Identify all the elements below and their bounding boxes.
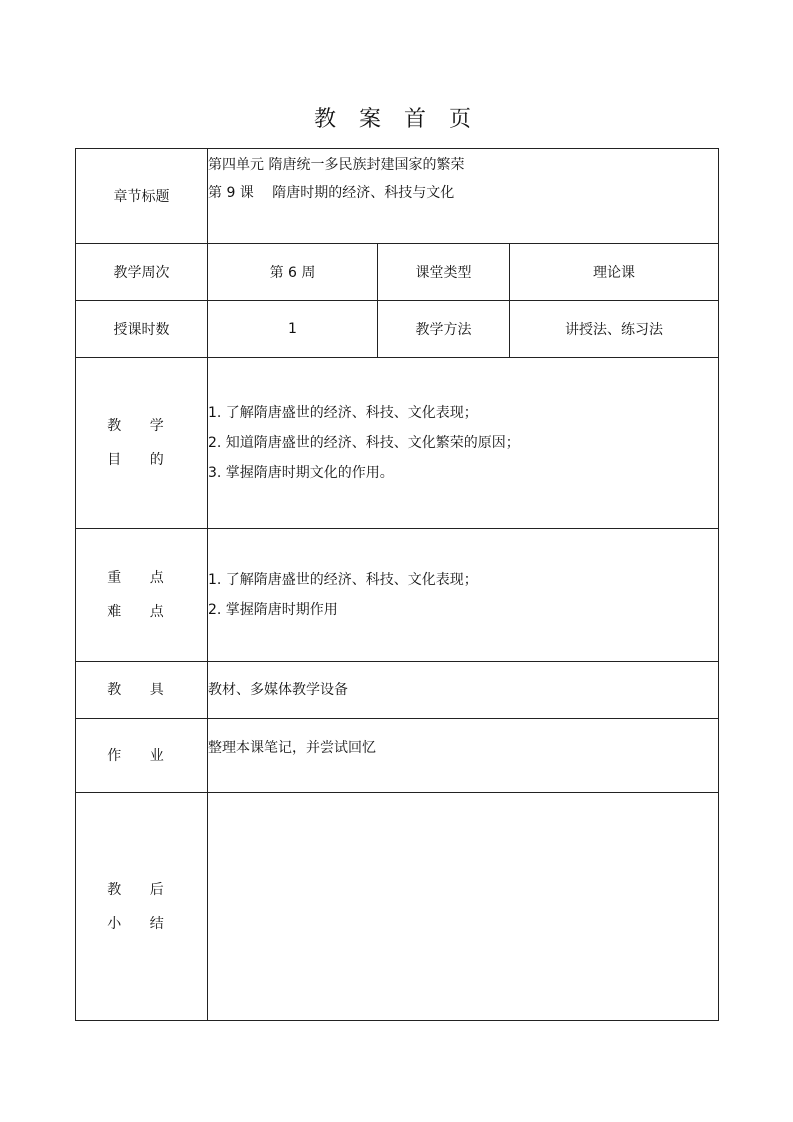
lesson-plan-table bbox=[75, 148, 719, 1021]
method-value: 讲授法、练习法 bbox=[510, 301, 719, 358]
class-type-value: 理论课 bbox=[510, 244, 719, 301]
key-points-list bbox=[208, 529, 719, 662]
list-item: 3. 掌握隋唐时期文化的作用。 bbox=[208, 465, 394, 481]
tools-value: 教材、多媒体教学设备 bbox=[208, 662, 719, 719]
objectives-list bbox=[208, 358, 719, 529]
hours-row bbox=[76, 301, 719, 358]
homework-label: 作 业 bbox=[76, 719, 208, 793]
hours-label: 授课时数 bbox=[76, 301, 208, 358]
homework-row bbox=[76, 719, 719, 793]
key-points-row bbox=[76, 529, 719, 662]
objectives-label: 教 学 目 的 bbox=[76, 358, 208, 529]
summary-label: 教 后 小 结 bbox=[76, 793, 208, 1021]
chapter-label: 章节标题 bbox=[76, 149, 208, 244]
list-item: 1. 了解隋唐盛世的经济、科技、文化表现； bbox=[208, 405, 478, 421]
tools-label: 教 具 bbox=[76, 662, 208, 719]
tools-row bbox=[76, 662, 719, 719]
hours-value: 1 bbox=[208, 301, 378, 358]
unit-title: 第四单元 隋唐统一多民族封建国家的繁荣 bbox=[208, 157, 465, 173]
summary-row bbox=[76, 793, 719, 1021]
method-label: 教学方法 bbox=[378, 301, 510, 358]
list-item: 2. 掌握隋唐时期作用 bbox=[208, 602, 338, 618]
summary-value[interactable] bbox=[208, 793, 719, 1021]
objectives-row bbox=[76, 358, 719, 529]
list-item: 2. 知道隋唐盛世的经济、科技、文化繁荣的原因； bbox=[208, 435, 520, 451]
week-row bbox=[76, 244, 719, 301]
chapter-value bbox=[208, 149, 719, 244]
key-points-label: 重 点 难 点 bbox=[76, 529, 208, 662]
homework-value: 整理本课笔记，并尝试回忆 bbox=[208, 719, 719, 793]
class-type-label: 课堂类型 bbox=[378, 244, 510, 301]
list-item: 1. 了解隋唐盛世的经济、科技、文化表现； bbox=[208, 572, 478, 588]
page-title: 教 案 首 页 bbox=[314, 107, 479, 132]
lesson-title: 第 9 课 隋唐时期的经济、科技与文化 bbox=[208, 185, 455, 201]
chapter-row bbox=[76, 149, 719, 244]
week-label: 教学周次 bbox=[76, 244, 208, 301]
week-value: 第 6 周 bbox=[208, 244, 378, 301]
